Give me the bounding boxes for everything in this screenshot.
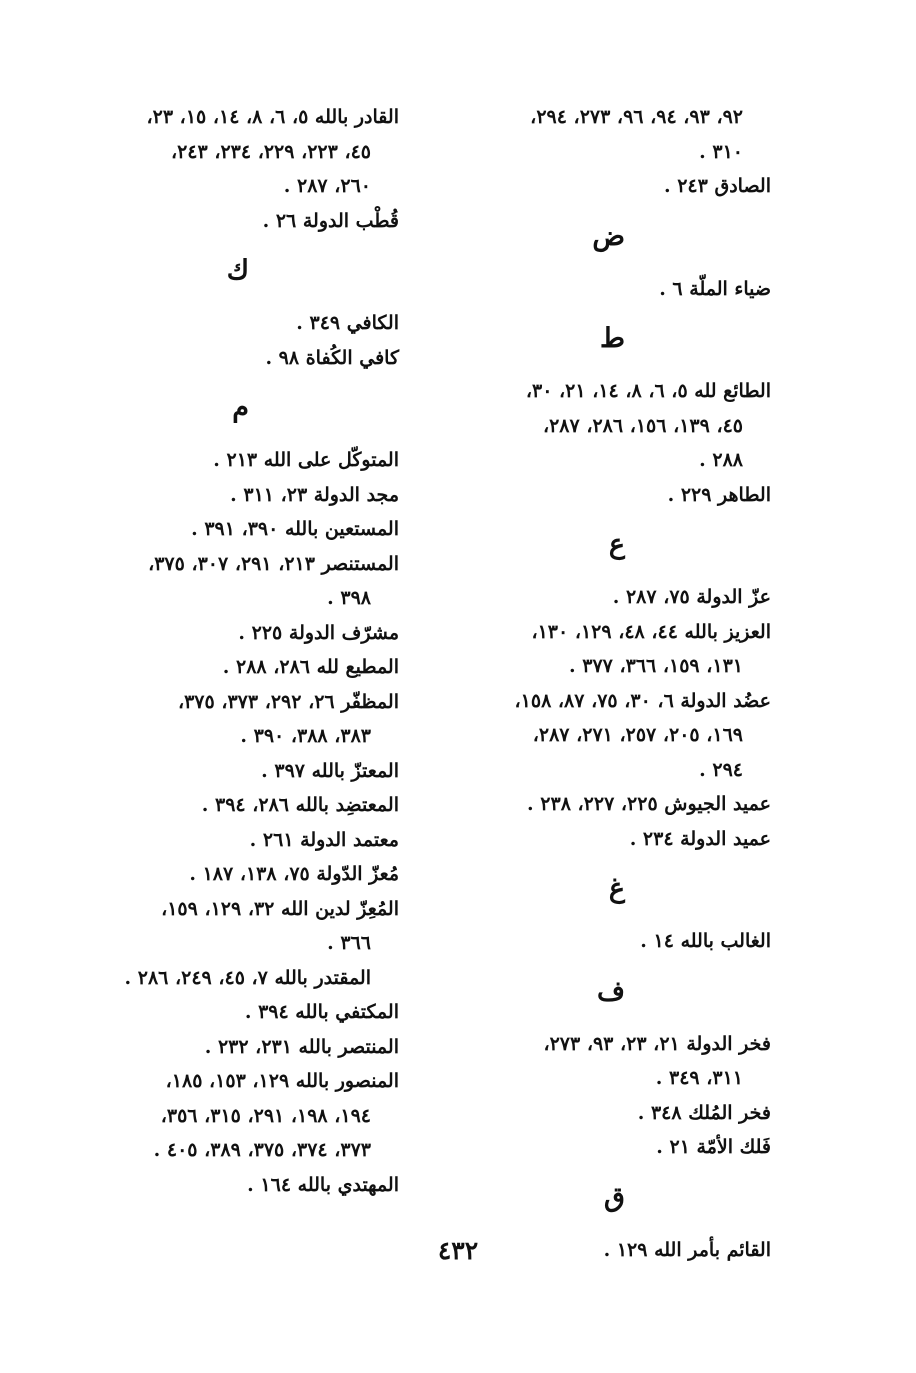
index-entry: عميد الجيوش ٢٢٥، ٢٢٧، ٢٣٨ . (527, 793, 771, 815)
index-entry-continuation: ٤٥، ٢٢٣، ٢٢٩، ٢٣٤، ٢٤٣، (170, 140, 371, 163)
index-entry-continuation: ٣١١، ٣٤٩ . (655, 1067, 743, 1089)
index-entry: ضياء الملّة ٦ . (659, 277, 771, 300)
index-entry-continuation: ١٣١، ١٥٩، ٣٦٦، ٣٧٧ . (569, 655, 743, 677)
index-letter-heading: ع (608, 529, 625, 560)
index-entry: المتوكّل على الله ٢١٣ . (213, 449, 399, 471)
index-letter-heading: ك (226, 255, 249, 286)
index-entry: الطاهر ٢٢٩ . (667, 483, 771, 506)
index-entry: المطيع لله ٢٨٦، ٢٨٨ . (222, 656, 399, 678)
index-entry-continuation: ٣٨٣، ٣٨٨، ٣٩٠ . (240, 725, 371, 747)
index-entry: عزّ الدولة ٧٥، ٢٨٧ . (612, 586, 771, 608)
index-entry: عميد الدولة ٢٣٤ . (629, 827, 771, 850)
index-entry: فَلك الأمّة ٢١ . (656, 1136, 771, 1158)
index-letter-heading: ف (597, 975, 625, 1007)
index-entry-continuation: ٢٦٠، ٢٨٧ . (283, 175, 371, 197)
index-entry: الكافي ٣٤٩ . (296, 312, 399, 334)
index-entry-continuation: ٢٩٤ . (699, 758, 743, 781)
index-letter-heading: ط (600, 323, 625, 354)
index-entry-continuation: ٤٥، ١٣٩، ١٥٦، ٢٨٦، ٢٨٧، (542, 414, 743, 437)
index-entry: المُعِزّ لدين الله ٣٢، ١٢٩، ١٥٩، (161, 897, 399, 920)
index-entry-continuation: ١٩٤، ١٩٨، ٢٩١، ٣١٥، ٣٥٦، (160, 1104, 371, 1127)
index-letter-heading: م (232, 392, 249, 423)
index-entry-continuation: ٢٨٨ . (699, 449, 743, 471)
index-letter-heading: غ (608, 873, 625, 904)
index-entry: المعتضِد بالله ٢٨٦، ٣٩٤ . (201, 794, 399, 816)
index-entry: المستنصر ٢١٣، ٢٩١، ٣٠٧، ٣٧٥، (148, 552, 399, 575)
index-entry: الطائع لله ٥، ٦، ٨، ١٤، ٢١، ٣٠، (525, 380, 771, 402)
index-entry: الصادق ٢٤٣ . (663, 175, 771, 197)
index-letter-heading: ق (604, 1181, 625, 1213)
index-entry: مجد الدولة ٢٣، ٣١١ . (230, 483, 399, 506)
index-entry-continuation: ٣١٠ . (699, 140, 743, 163)
index-entry: المكتفي بالله ٣٩٤ . (244, 1001, 399, 1023)
index-entry: فخر المُلك ٣٤٨ . (637, 1101, 771, 1124)
index-entry: العزيز بالله ٤٤، ٤٨، ١٢٩، ١٣٠، (531, 620, 771, 643)
page-number: ٤٣٢ (437, 1236, 479, 1265)
index-entry: المستعين بالله ٣٩٠، ٣٩١ . (191, 518, 399, 540)
index-entry-continuation: ١٦٩، ٢٠٥، ٢٥٧، ٢٧١، ٢٨٧، (532, 724, 743, 746)
index-entry: قُطْب الدولة ٢٦ . (262, 209, 399, 232)
index-entry: عضُد الدولة ٦، ٣٠، ٧٥، ٨٧، ١٥٨، (514, 689, 771, 712)
index-entry: المنصور بالله ١٢٩، ١٥٣، ١٨٥، (165, 1070, 399, 1092)
index-entry-continuation: المقتدر بالله ٧، ٤٥، ٢٤٩، ٢٨٦ . (124, 966, 371, 989)
index-entry: المنتصر بالله ٢٣١، ٢٣٢ . (204, 1035, 399, 1058)
index-entry-continuation: ٣٩٨ . (327, 587, 371, 609)
index-entry: مُعزّ الدّولة ٧٥، ١٣٨، ١٨٧ . (189, 863, 399, 885)
left-column (64, 100, 399, 1202)
right-column (441, 100, 771, 1267)
index-entry: المهتدي بالله ١٦٤ . (247, 1173, 399, 1196)
index-entry: كافي الكُفاة ٩٨ . (265, 346, 399, 369)
index-entry: المظفّر ٢٦، ٢٩٢، ٣٧٣، ٣٧٥، (177, 690, 399, 713)
index-entry: فخر الدولة ٢١، ٢٣، ٩٣، ٢٧٣، (543, 1032, 771, 1055)
index-entry-continuation: ٩٢، ٩٣، ٩٤، ٩٦، ٢٧٣، ٢٩٤، (530, 106, 743, 128)
index-entry: القادر بالله ٥، ٦، ٨، ١٤، ١٥، ٢٣، (146, 106, 399, 128)
index-entry: معتمد الدولة ٢٦١ . (249, 828, 399, 851)
index-entry: الغالب بالله ١٤ . (640, 930, 771, 952)
index-entry: مشرّف الدولة ٢٢٥ . (238, 621, 399, 644)
index-entry-continuation: ٣٦٦ . (327, 932, 371, 954)
index-entry: المعتزّ بالله ٣٩٧ . (261, 759, 399, 782)
index-letter-heading: ض (592, 220, 625, 252)
index-entry-continuation: ٣٧٣، ٣٧٤، ٣٧٥، ٣٨٩، ٤٠٥ . (153, 1139, 371, 1161)
index-entry: القائم بأمر الله ١٢٩ . (603, 1238, 771, 1261)
